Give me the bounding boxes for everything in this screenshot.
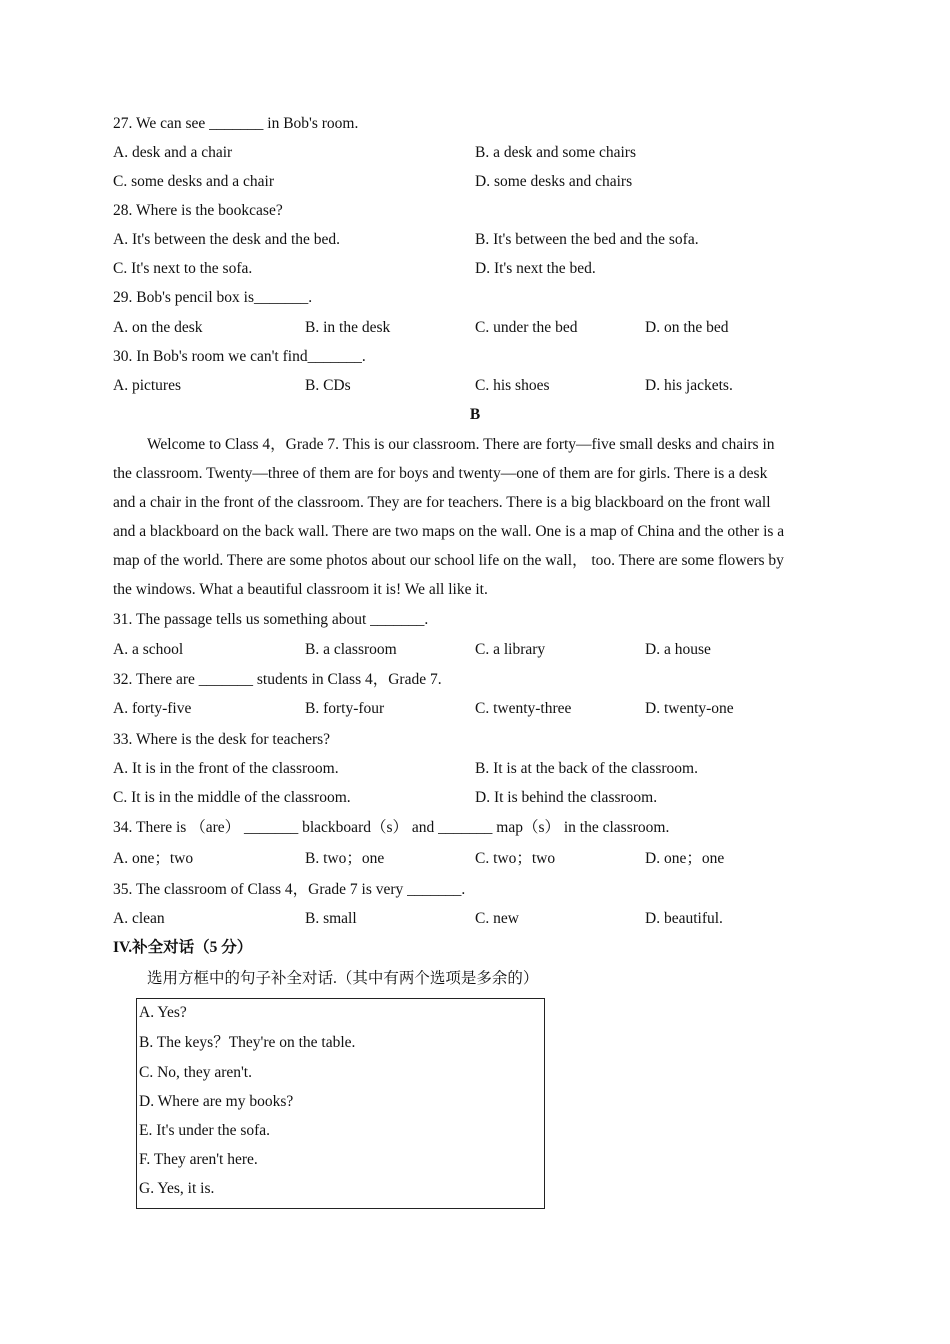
passage-line: and a blackboard on the back wall. There are two maps on the wall. One is a map of China and the other is a (113, 523, 785, 540)
q29-option-d: D. on the bed (645, 319, 729, 336)
box-option-b: B. The keys？They're on the table. (139, 1034, 356, 1051)
q31-option-c: C. a library (475, 641, 546, 658)
box-option-e: E. It's under the sofa. (139, 1122, 271, 1139)
q31-option-a: A. a school (113, 641, 184, 658)
q34-option-a: A. one；two (113, 850, 194, 867)
q34-option-b: B. two；one (305, 850, 385, 867)
box-option-d: D. Where are my books? (139, 1093, 294, 1110)
box-option-g: G. Yes, it is. (139, 1180, 215, 1197)
q28-option-a: A. It's between the desk and the bed. (113, 231, 341, 248)
q33-option-d: D. It is behind the classroom. (475, 789, 658, 806)
q32-option-b: B. forty-four (305, 700, 385, 717)
q35-option-d: D. beautiful. (645, 910, 723, 927)
passage-line: and a chair in the front of the classroom. They are for teachers. There is a big blackboard on the front wall (113, 494, 771, 511)
box-option-c: C. No, they aren't. (139, 1064, 252, 1081)
question-29-stem: 29. Bob's pencil box is_______. (113, 289, 313, 306)
question-28-stem: 28. Where is the bookcase? (113, 202, 283, 219)
q35-option-c: C. new (475, 910, 519, 927)
q30-option-d: D. his jackets. (645, 377, 733, 394)
passage-line: Welcome to Class 4，Grade 7. This is our classroom. There are forty—five small desks and chairs in (147, 436, 775, 453)
q28-option-b: B. It's between the bed and the sofa. (475, 231, 699, 248)
question-31-stem: 31. The passage tells us something about _______. (113, 611, 429, 628)
q30-option-c: C. his shoes (475, 377, 550, 394)
q28-option-c: C. It's next to the sofa. (113, 260, 253, 277)
q33-option-a: A. It is in the front of the classroom. (113, 760, 339, 777)
q35-option-b: B. small (305, 910, 357, 927)
passage-line: the windows. What a beautiful classroom it is! We all like it. (113, 581, 488, 598)
q29-option-b: B. in the desk (305, 319, 391, 336)
section-b-heading: B (469, 406, 481, 423)
q30-option-a: A. pictures (113, 377, 182, 394)
q29-option-c: C. under the bed (475, 319, 578, 336)
q31-option-b: B. a classroom (305, 641, 397, 658)
q27-option-d: D. some desks and chairs (475, 173, 633, 190)
question-33-stem: 33. Where is the desk for teachers? (113, 731, 331, 748)
q27-option-c: C. some desks and a chair (113, 173, 274, 190)
q34-option-c: C. two；two (475, 850, 556, 867)
section-iv-title: IV.补全对话（5 分） (113, 939, 253, 956)
question-27-stem: 27. We can see _______ in Bob's room. (113, 115, 359, 132)
box-option-a: A. Yes? (139, 1004, 187, 1021)
reading-passage (113, 430, 839, 604)
q32-option-d: D. twenty-one (645, 700, 734, 717)
q35-option-a: A. clean (113, 910, 165, 927)
q34-option-d: D. one；one (645, 850, 725, 867)
q27-option-a: A. desk and a chair (113, 144, 233, 161)
question-34-stem: 34. There is （are） _______ blackboard（s） and _______ map（s） in the classroom. (113, 819, 670, 836)
options-box (136, 998, 545, 1209)
passage-line: map of the world. There are some photos about our school life on the wall， too. There are some flowers by (113, 552, 784, 569)
question-35-stem: 35. The classroom of Class 4，Grade 7 is very _______. (113, 881, 466, 898)
q29-option-a: A. on the desk (113, 319, 203, 336)
passage-line: the classroom. Twenty—three of them are for boys and twenty—one of them are for girls. There is a desk (113, 465, 768, 482)
question-30-stem: 30. In Bob's room we can't find_______. (113, 348, 366, 365)
q27-option-b: B. a desk and some chairs (475, 144, 636, 161)
question-32-stem: 32. There are _______ students in Class 4，Grade 7. (113, 671, 442, 688)
box-option-f: F. They aren't here. (139, 1151, 258, 1168)
q33-option-c: C. It is in the middle of the classroom. (113, 789, 351, 806)
q31-option-d: D. a house (645, 641, 711, 658)
q32-option-c: C. twenty-three (475, 700, 572, 717)
q30-option-b: B. CDs (305, 377, 351, 394)
q28-option-d: D. It's next the bed. (475, 260, 596, 277)
q33-option-b: B. It is at the back of the classroom. (475, 760, 698, 777)
q32-option-a: A. forty-five (113, 700, 192, 717)
section-iv-instruction: 选用方框中的句子补全对话.（其中有两个选项是多余的） (147, 970, 539, 987)
